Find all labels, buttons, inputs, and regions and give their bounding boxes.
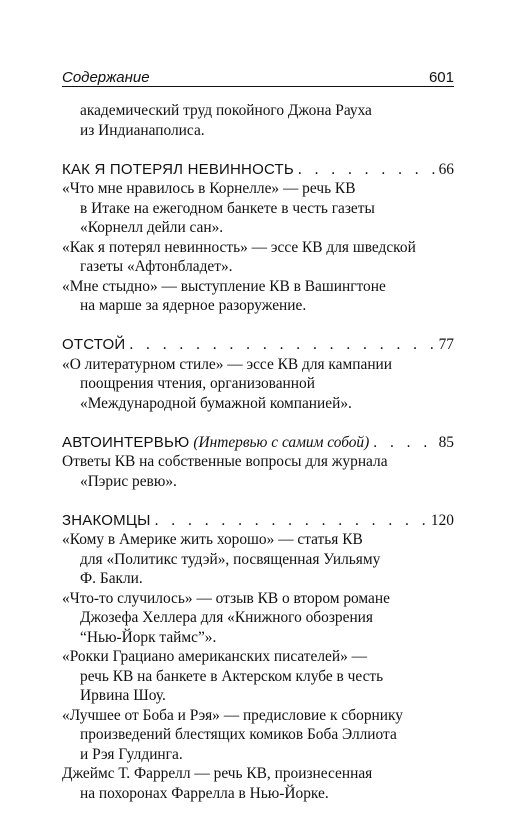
section-page-number: 77 (438, 336, 454, 353)
toc-page (62, 62, 454, 803)
dot-leader (298, 160, 435, 180)
entry-line: произведений блестящих комиков Боба Эллиота (80, 726, 397, 743)
entry-line: поощрения чтения, организованной (80, 375, 315, 392)
entry-line: «Рокки Грациано американских писателей» — (62, 648, 368, 665)
section-title: ЗНАКОМЦЫ (62, 511, 151, 529)
toc-entry (62, 452, 454, 491)
entry-line: «Что-то случилось» — отзыв КВ о втором романе (62, 589, 390, 607)
section-title: КАК Я ПОТЕРЯЛ НЕВИННОСТЬ (62, 160, 294, 178)
section-page-number: 85 (438, 433, 454, 451)
toc-entry (62, 355, 454, 414)
toc-content (62, 101, 454, 803)
intro-line: академический труд покойного Джона Рауха (80, 102, 372, 119)
toc-section-heading (62, 160, 454, 180)
entry-line: «Как я потерял невинность» — эссе КВ для шведской (62, 238, 416, 256)
entry-line: «О литературном стиле» — эссе КВ для кампании (62, 355, 393, 373)
entry-line: Джозефа Хеллера для «Книжного обозрения (80, 609, 373, 626)
entry-line: «Международной бумажной компанией». (80, 394, 352, 412)
entry-line: на марше за ядерное разоружение. (80, 297, 307, 314)
entry-line: на похоронах Фаррелла в Нью-Йорке. (80, 784, 329, 802)
entry-line: “Нью-Йорк таймс”». (80, 628, 217, 646)
toc-section-heading (62, 335, 454, 355)
toc-entry (62, 706, 454, 765)
running-header-title: Содержание (62, 69, 150, 86)
toc-section-heading (62, 511, 454, 531)
entry-line: «Что мне нравилось в Корнелле» — речь КВ (62, 180, 356, 197)
entry-line: «Пэрис ревю». (80, 472, 177, 490)
toc-entry (62, 647, 454, 706)
entry-line: для «Политикс тудэй», посвященная Уильяму (80, 550, 381, 568)
entry-line: «Лучшее от Боба и Рэя» — предисловие к сборнику (62, 706, 403, 724)
section-title: ОТСТОЙ (62, 336, 126, 353)
toc-entry (62, 238, 454, 277)
intro-line: из Индианаполиса. (80, 121, 205, 139)
toc-entry (62, 179, 454, 238)
section-subtitle: (Интервью с самим собой) (193, 433, 370, 451)
dot-leader (129, 335, 434, 355)
entry-line: «Корнелл дейли сан». (80, 219, 224, 236)
section-page-number: 66 (438, 160, 454, 178)
section-gap (62, 316, 454, 336)
entry-line: газеты «Афтонбладет». (80, 258, 233, 275)
entry-line: Ирвина Шоу. (80, 687, 166, 704)
toc-entry (62, 764, 454, 803)
section-gap (62, 413, 454, 433)
toc-entry (62, 589, 454, 648)
section-gap (62, 491, 454, 511)
toc-entry (62, 530, 454, 589)
running-header (62, 62, 454, 87)
section-gap (62, 140, 454, 160)
entry-line: Джеймс Т. Фаррелл — речь КВ, произнесенная (62, 765, 373, 782)
toc-section-heading (62, 433, 454, 453)
section-page-number: 120 (430, 511, 454, 529)
dot-leader (155, 511, 427, 531)
entry-line: Ответы КВ на собственные вопросы для журнала (62, 453, 388, 470)
dot-leader (373, 433, 434, 453)
entry-line: «Мне стыдно» — выступление КВ в Вашингтоне (62, 277, 386, 295)
entry-line: и Рэя Гулдинга. (80, 745, 183, 763)
intro-continuation (62, 101, 454, 140)
entry-line: «Кому в Америке жить хорошо» — статья КВ (62, 531, 363, 548)
section-title: АВТОИНТЕРВЬЮ (62, 433, 190, 451)
entry-line: в Итаке на ежегодном банкете в честь газеты (80, 199, 375, 217)
toc-entry (62, 277, 454, 316)
entry-line: речь КВ на банкете в Актерском клубе в честь (80, 667, 384, 685)
entry-line: Ф. Бакли. (80, 570, 143, 587)
page-number: 601 (428, 69, 454, 86)
